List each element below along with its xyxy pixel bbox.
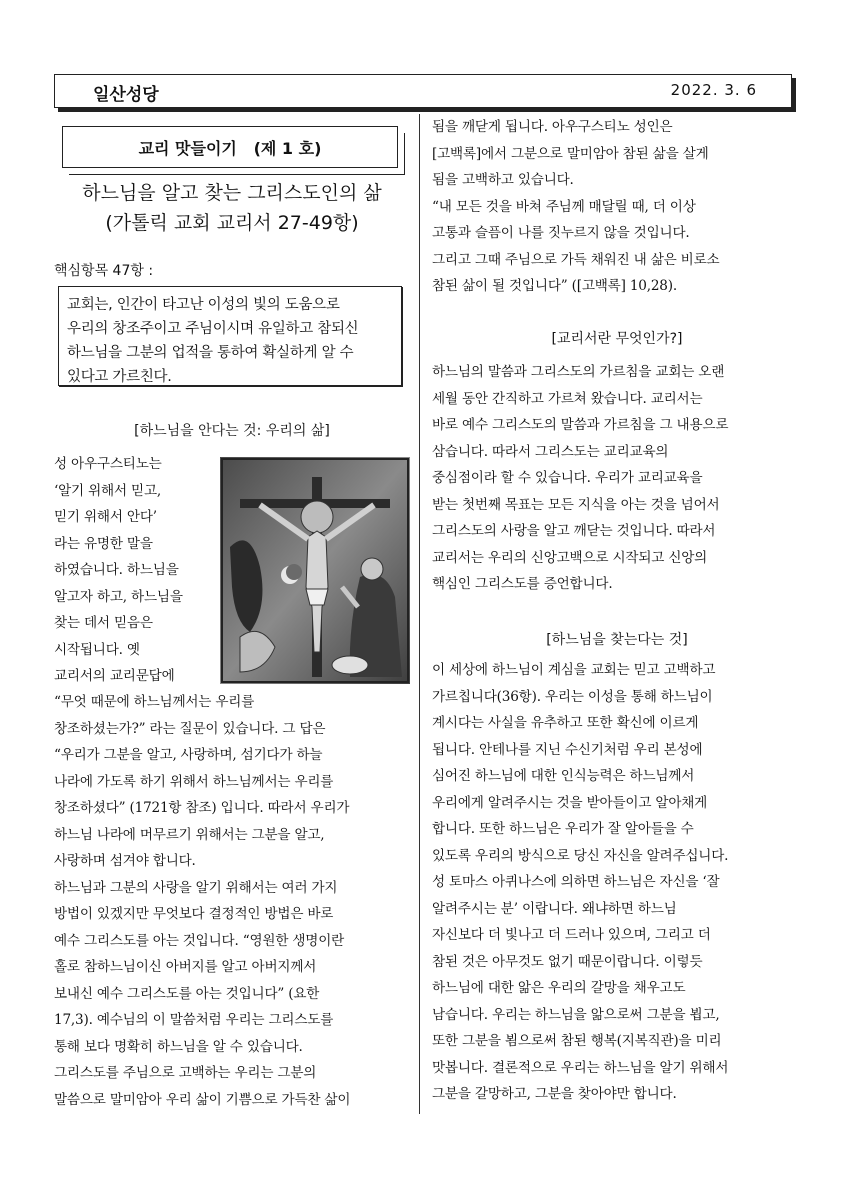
text-line: 창조하셨는가?” 라는 질문이 있습니다. 그 답은 — [54, 720, 326, 737]
paragraph-confessions — [432, 114, 719, 300]
text-line: 알고자 하고, 하느님을 — [54, 588, 183, 605]
text-line: 라는 유명한 말을 — [54, 535, 153, 552]
text-line: 고통과 슬픔이 나를 짓누르지 않을 것입니다. — [432, 225, 690, 241]
text-line: 성 토마스 아퀴나스에 의하면 하느님은 자신을 ‘잘 — [432, 874, 720, 890]
text-line: 말씀으로 말미암아 우리 삶이 기쁨으로 가득찬 삶이 — [54, 1091, 351, 1108]
text-line: 예수 그리스도를 아는 것입니다. “영원한 생명이란 — [54, 932, 345, 949]
text-line: 자신보다 더 빛나고 더 드러나 있으며, 그리고 더 — [432, 927, 711, 943]
text-line: 참된 것은 아무것도 없기 때문이랍니다. 이렇듯 — [432, 953, 703, 970]
text-line: “우리가 그분을 알고, 사랑하며, 섬기다가 하늘 — [54, 747, 323, 763]
text-line: 됨을 깨닫게 됩니다. 아우구스티노 성인은 — [432, 119, 673, 135]
column-divider — [419, 114, 420, 1114]
subtitle-line: 하느님을 알고 찾는 그리스도인의 삶 — [82, 182, 382, 204]
text-line: 통해 보다 명확히 하느님을 알 수 있습니다. — [54, 1038, 303, 1055]
text-line: 홀로 참하느님이신 아버지를 알고 아버지께서 — [54, 959, 317, 975]
text-line: 하느님 나라에 머무르기 위해서는 그분을 알고, — [54, 826, 325, 843]
text-line: “내 모든 것을 바쳐 주님께 매달릴 때, 더 이상 — [432, 198, 696, 215]
text-line: 방법이 있겠지만 무엇보다 결정적인 방법은 바로 — [54, 906, 334, 922]
core-statement-box — [58, 286, 402, 386]
text-line: 사랑하며 섬겨야 합니다. — [54, 853, 196, 869]
text-line: [고백록]에서 그분으로 말미암아 참된 삶을 살게 — [432, 145, 709, 162]
text-line: 성 아우구스티노는 — [54, 456, 162, 472]
text-line: 가르칩니다(36항). 우리는 이성을 통해 하느님이 — [432, 688, 713, 705]
text-line: 하느님에 대한 앎은 우리의 갈망을 채우고도 — [432, 980, 686, 996]
text-line: 그리스도를 주님으로 고백하는 우리는 그분의 — [54, 1065, 317, 1081]
text-line: 하였습니다. 하느님을 — [54, 562, 179, 578]
text-line: 핵심인 그리스도를 증언합니다. — [432, 576, 613, 592]
text-line: 있도록 우리의 방식으로 당신 자신을 알려주십니다. — [432, 847, 729, 864]
text-line: 창조하셨다” (1721항 참조) 입니다. 따라서 우리가 — [54, 800, 350, 816]
text-line: “무엇 때문에 하느님께서는 우리를 — [54, 694, 255, 710]
paragraph-catechism — [432, 359, 728, 598]
text-line: ‘알기 위해서 믿고, — [54, 482, 162, 499]
text-line: 찾는 데서 믿음은 — [54, 615, 153, 631]
text-line: 참된 삶이 될 것입니다” ([고백록] 10,28). — [432, 278, 677, 294]
text-line: 바로 예수 그리스도의 말씀과 가르침을 그 내용으로 — [432, 417, 729, 433]
text-line: 시작됩니다. 옛 — [54, 641, 140, 658]
title-box — [62, 126, 398, 168]
text-line: 믿기 위해서 안다’ — [54, 509, 157, 525]
text-line: 삼습니다. 따라서 그리스도는 교리교육의 — [432, 443, 669, 460]
text-line: 알려주시는 분’ 이랍니다. 왜냐하면 하느님 — [432, 900, 677, 917]
parish-name: 일산성당 — [93, 85, 159, 105]
core-label: 핵심항목 47항 : — [54, 263, 154, 279]
text-line: 됩니다. 안테나를 지닌 수신기처럼 우리 본성에 — [432, 741, 703, 758]
section-heading-seeking: [하느님을 찾는다는 것] — [546, 632, 688, 648]
text-line: 이 세상에 하느님이 계심을 교회는 믿고 고백하고 — [432, 662, 716, 678]
paragraph-seeking-god — [432, 657, 728, 1108]
text-line: 우리에게 알려주시는 것을 받아들이고 알아채게 — [432, 794, 708, 811]
crucifixion-painting — [220, 457, 410, 684]
text-line: 받는 첫번째 목표는 모든 지식을 아는 것을 넘어서 — [432, 496, 720, 513]
subtitle — [52, 178, 412, 238]
text-line: 그리고 그때 주님으로 가득 채워진 내 삶은 비로소 — [432, 251, 720, 268]
series-title: 교리 맛들이기 (제 1 호) — [138, 139, 322, 158]
text-line: 남습니다. 우리는 하느님을 앎으로써 그분을 뵙고, — [432, 1006, 720, 1023]
paragraph-augustine-short — [54, 451, 183, 690]
text-line: 보내신 예수 그리스도를 아는 것입니다” (요한 — [54, 985, 320, 1002]
issue-date: 2022. 3. 6 — [670, 81, 757, 99]
page-header — [54, 74, 792, 108]
text-line: 또한 그분을 뵘으로써 참된 행복(지복직관)을 미리 — [432, 1033, 722, 1049]
text-line: 하느님의 말씀과 그리스도의 가르침을 교회는 오랜 — [432, 364, 725, 380]
section-heading-knowing: [하느님을 안다는 것: 우리의 삶] — [134, 423, 330, 439]
core-line: 하느님을 그분의 업적을 통하여 확실하게 알 수 — [67, 345, 354, 361]
text-line: 합니다. 또한 하느님은 우리가 잘 알아들을 수 — [432, 821, 694, 837]
text-line: 하느님과 그분의 사랑을 알기 위해서는 여러 가지 — [54, 879, 338, 896]
paragraph-knowing-god — [54, 689, 350, 1113]
text-line: 계시다는 사실을 유추하고 또한 확신에 이르게 — [432, 715, 699, 731]
text-line: 심어진 하느님에 대한 인식능력은 하느님께서 — [432, 768, 695, 784]
text-line: 맛봅니다. 결론적으로 우리는 하느님을 알기 위해서 — [432, 1059, 729, 1076]
core-line: 있다고 가르친다. — [67, 369, 172, 385]
text-line: 그리스도의 사랑을 알고 깨닫는 것입니다. 따라서 — [432, 523, 716, 539]
text-line: 세월 동안 간직하고 가르쳐 왔습니다. 교리서는 — [432, 390, 703, 407]
text-line: 중심점이라 할 수 있습니다. 우리가 교리교육을 — [432, 470, 703, 486]
core-line: 교회는, 인간이 타고난 이성의 빛의 도움으로 — [67, 297, 340, 313]
text-line: 됨을 고백하고 있습니다. — [432, 172, 574, 188]
text-line: 교리서의 교리문답에 — [54, 668, 175, 684]
text-line: 나라에 가도록 하기 위해서 하느님께서는 우리를 — [54, 773, 334, 790]
section-heading-catechism: [교리서란 무엇인가?] — [551, 331, 683, 347]
text-line: 그분을 갈망하고, 그분을 찾아야만 합니다. — [432, 1086, 677, 1102]
core-line: 우리의 창조주이고 주님이시며 유일하고 참되신 — [67, 321, 359, 337]
text-line: 교리서는 우리의 신앙고백으로 시작되고 신앙의 — [432, 549, 708, 566]
text-line: 17,3). 예수님의 이 말씀처럼 우리는 그리스도를 — [54, 1012, 334, 1028]
subtitle-line: (가톨릭 교회 교리서 27-49항) — [105, 212, 359, 234]
